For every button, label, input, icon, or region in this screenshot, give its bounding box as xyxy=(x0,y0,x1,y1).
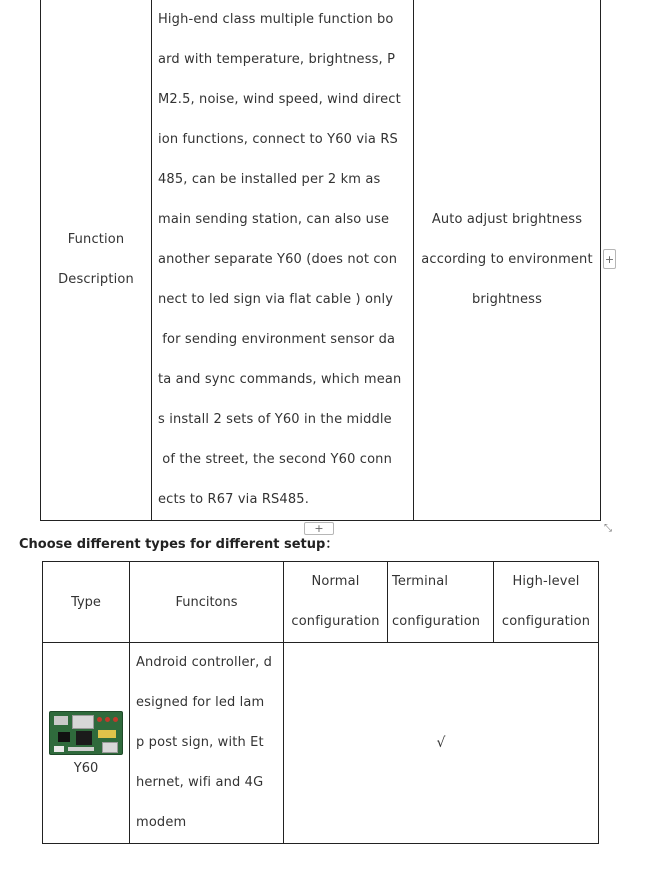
description-line: for sending environment sensor da xyxy=(158,332,396,347)
table-header-row xyxy=(43,562,599,643)
header-type: Type xyxy=(43,562,130,643)
add-column-button[interactable]: + xyxy=(603,249,616,269)
controller-board-image xyxy=(49,711,123,755)
header-line: Normal xyxy=(311,574,360,589)
description-line: main sending station, can also use xyxy=(158,212,390,227)
description-line: another separate Y60 (does not con xyxy=(158,252,398,267)
header-line: High-level xyxy=(512,574,580,589)
description-line: of the street, the second Y60 conn xyxy=(158,452,392,467)
description-line: High-end class multiple function bo xyxy=(158,12,394,27)
description-line: s install 2 sets of Y60 in the middle xyxy=(158,412,392,427)
row-label-cell xyxy=(41,0,152,521)
feature-line: Auto adjust brightness xyxy=(431,212,583,227)
function-line: Android controller, d xyxy=(136,655,273,670)
header-line: configuration xyxy=(501,614,591,629)
function-line: modem xyxy=(136,815,187,830)
table-row xyxy=(43,643,599,844)
feature-cell xyxy=(414,0,601,521)
type-cell xyxy=(43,643,130,844)
description-cell xyxy=(152,0,414,521)
header-normal-configuration xyxy=(284,562,388,643)
function-description-table xyxy=(40,0,601,521)
description-line: ard with temperature, brightness, P xyxy=(158,52,396,67)
function-line: hernet, wifi and 4G xyxy=(136,775,264,790)
header-high-level-configuration xyxy=(494,562,599,643)
functions-cell xyxy=(130,643,284,844)
feature-line: according to environment xyxy=(421,252,593,267)
header-line: Terminal xyxy=(392,574,449,589)
header-terminal-configuration xyxy=(388,562,494,643)
row-label-line: Function xyxy=(67,232,125,247)
header-line: configuration xyxy=(392,614,481,629)
description-line: ion functions, connect to Y60 via RS xyxy=(158,132,398,147)
table-row xyxy=(41,0,601,521)
description-line: ects to R67 via RS485. xyxy=(158,492,309,507)
header-functions: Funcitons xyxy=(130,562,284,643)
description-line: ta and sync commands, which mean xyxy=(158,372,402,387)
function-line: esigned for led lam xyxy=(136,695,265,710)
function-line: p post sign, with Et xyxy=(136,735,264,750)
setup-types-table xyxy=(42,561,599,844)
configuration-check-cell xyxy=(284,643,599,844)
type-name: Y60 xyxy=(73,760,99,776)
add-row-button[interactable]: + xyxy=(304,522,334,535)
description-line: 485, can be installed per 2 km as xyxy=(158,172,381,187)
row-label-line: Description xyxy=(58,272,134,287)
header-line: configuration xyxy=(291,614,380,629)
feature-line: brightness xyxy=(471,292,543,307)
description-line: nect to led sign via flat cable ) only xyxy=(158,292,394,307)
resize-handle-icon[interactable]: ⤡ xyxy=(600,522,616,536)
check-mark: √ xyxy=(436,735,446,751)
description-line: M2.5, noise, wind speed, wind direct xyxy=(158,92,401,107)
section-subtitle: Choose different types for different setup： xyxy=(19,537,339,552)
